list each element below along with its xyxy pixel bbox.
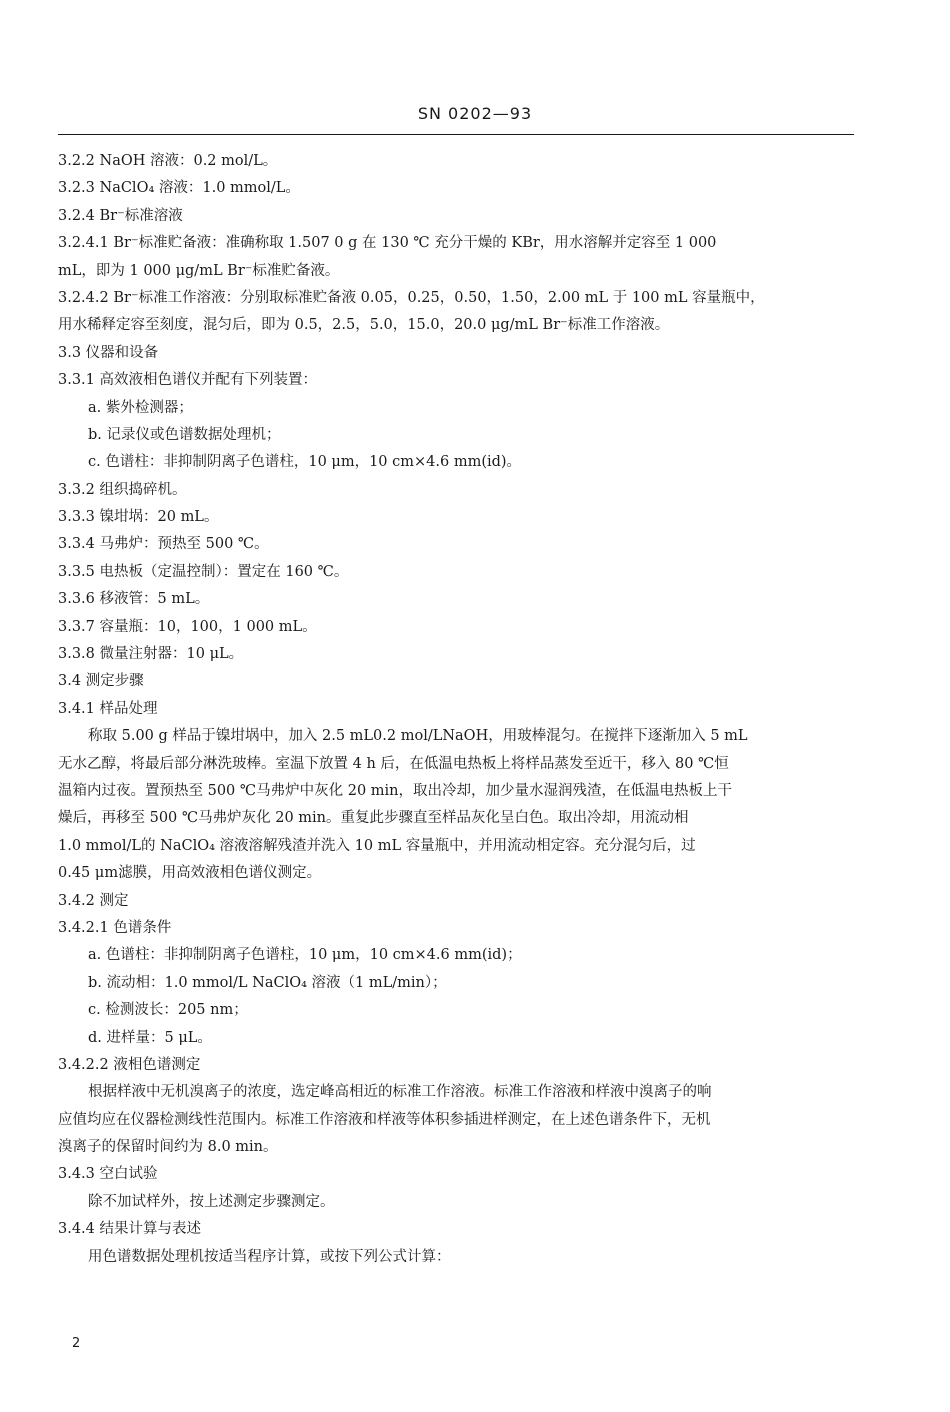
clause-3-3: 3.3 仪器和设备: [58, 344, 159, 361]
clause-3-4-2-2: 3.4.2.2 液相色谱测定: [58, 1056, 201, 1073]
clause-3-2-4-2-cont: 用水稀释定容至刻度，混匀后，即为 0.5，2.5，5.0，15.0，20.0 μg/mL Br⁻标准工作溶液。: [58, 317, 670, 334]
list-item: c. 色谱柱：非抑制阴离子色谱柱，10 μm，10 cm×4.6 mm(id)。: [88, 454, 522, 471]
paragraph-line: 燥后，再移至 500 ℃马弗炉灰化 20 min。重复此步骤直至样品灰化呈白色。取出冷却，用流动相: [58, 810, 689, 827]
paragraph-line: 温箱内过夜。置预热至 500 ℃马弗炉中灰化 20 min，取出冷却，加少量水湿润残渣，在低温电热板上干: [58, 782, 733, 799]
paragraph-line: 用色谱数据处理机按适当程序计算，或按下列公式计算：: [88, 1248, 451, 1265]
standard-code-header: SN 0202—93: [417, 104, 533, 123]
clause-3-3-7: 3.3.7 容量瓶：10，100，1 000 mL。: [58, 618, 317, 635]
clause-3-2-4: 3.2.4 Br⁻标准溶液: [58, 207, 183, 224]
list-item: c. 检测波长：205 nm；: [88, 1002, 248, 1019]
clause-3-4: 3.4 测定步骤: [58, 673, 144, 690]
clause-3-3-2: 3.3.2 组织捣碎机。: [58, 481, 187, 498]
paragraph-line: 0.45 μm滤膜，用高效液相色谱仪测定。: [58, 865, 322, 882]
clause-3-3-3: 3.3.3 镍坩埚：20 mL。: [58, 509, 219, 526]
clause-3-2-2: 3.2.2 NaOH 溶液：0.2 mol/L。: [58, 153, 278, 169]
clause-3-4-1: 3.4.1 样品处理: [58, 700, 158, 717]
clause-3-4-2-1: 3.4.2.1 色谱条件: [58, 919, 172, 936]
clause-3-4-2: 3.4.2 测定: [58, 892, 129, 909]
clause-3-2-4-1-cont: mL，即为 1 000 μg/mL Br⁻标准贮备液。: [58, 262, 340, 279]
clause-3-2-4-1: 3.2.4.1 Br⁻标准贮备液：准确称取 1.507 0 g 在 130 ℃ 充分干燥的 KBr，用水溶解并定容至 1 000: [58, 235, 717, 252]
paragraph-line: 溴离子的保留时间约为 8.0 min。: [58, 1139, 278, 1156]
clause-3-3-6: 3.3.6 移液管：5 mL。: [58, 591, 210, 608]
header-rule: [58, 134, 854, 135]
list-item: a. 紫外检测器；: [88, 399, 193, 416]
list-item: d. 进样量：5 μL。: [88, 1029, 212, 1046]
clause-3-3-4: 3.3.4 马弗炉：预热至 500 ℃。: [58, 536, 269, 553]
paragraph-line: 无水乙醇，将最后部分淋洗玻棒。室温下放置 4 h 后，在低温电热板上将样品蒸发至近干，移入 80 ℃恒: [58, 755, 729, 772]
clause-3-3-5: 3.3.5 电热板（定温控制）：置定在 160 ℃。: [58, 563, 349, 580]
paragraph-line: 除不加试样外，按上述测定步骤测定。: [88, 1193, 335, 1210]
clause-3-4-4: 3.4.4 结果计算与表述: [58, 1221, 202, 1238]
list-item: a. 色谱柱：非抑制阴离子色谱柱，10 μm，10 cm×4.6 mm(id)；: [88, 947, 522, 964]
list-item: b. 记录仪或色谱数据处理机；: [88, 426, 281, 443]
paragraph-line: 1.0 mmol/L的 NaClO₄ 溶液溶解残渣并洗入 10 mL 容量瓶中，并用流动相定容。充分混匀后，过: [58, 837, 696, 854]
list-item: b. 流动相：1.0 mmol/L NaClO₄ 溶液（1 mL/min）；: [88, 974, 447, 991]
clause-3-2-3: 3.2.3 NaClO₄ 溶液：1.0 mmol/L。: [58, 180, 300, 197]
paragraph-line: 应值均应在仪器检测线性范围内。标准工作溶液和样液等体积参插进样测定，在上述色谱条件下，无机: [58, 1111, 711, 1128]
document-body: [58, 148, 858, 1271]
page-number: 2: [72, 1336, 81, 1351]
clause-3-2-4-2: 3.2.4.2 Br⁻标准工作溶液：分别取标准贮备液 0.05，0.25，0.50，1.50，2.00 mL 于 100 mL 容量瓶中，: [58, 289, 765, 306]
paragraph-line: 根据样液中无机溴离子的浓度，选定峰高相近的标准工作溶液。标准工作溶液和样液中溴离子的响: [88, 1084, 712, 1101]
clause-3-4-3: 3.4.3 空白试验: [58, 1166, 158, 1183]
clause-3-3-8: 3.3.8 微量注射器：10 μL。: [58, 646, 244, 663]
paragraph-line: 称取 5.00 g 样品于镍坩埚中，加入 2.5 mL0.2 mol/LNaOH，用玻棒混匀。在搅拌下逐渐加入 5 mL: [88, 728, 748, 745]
clause-3-3-1: 3.3.1 高效液相色谱仪并配有下列装置：: [58, 372, 318, 389]
